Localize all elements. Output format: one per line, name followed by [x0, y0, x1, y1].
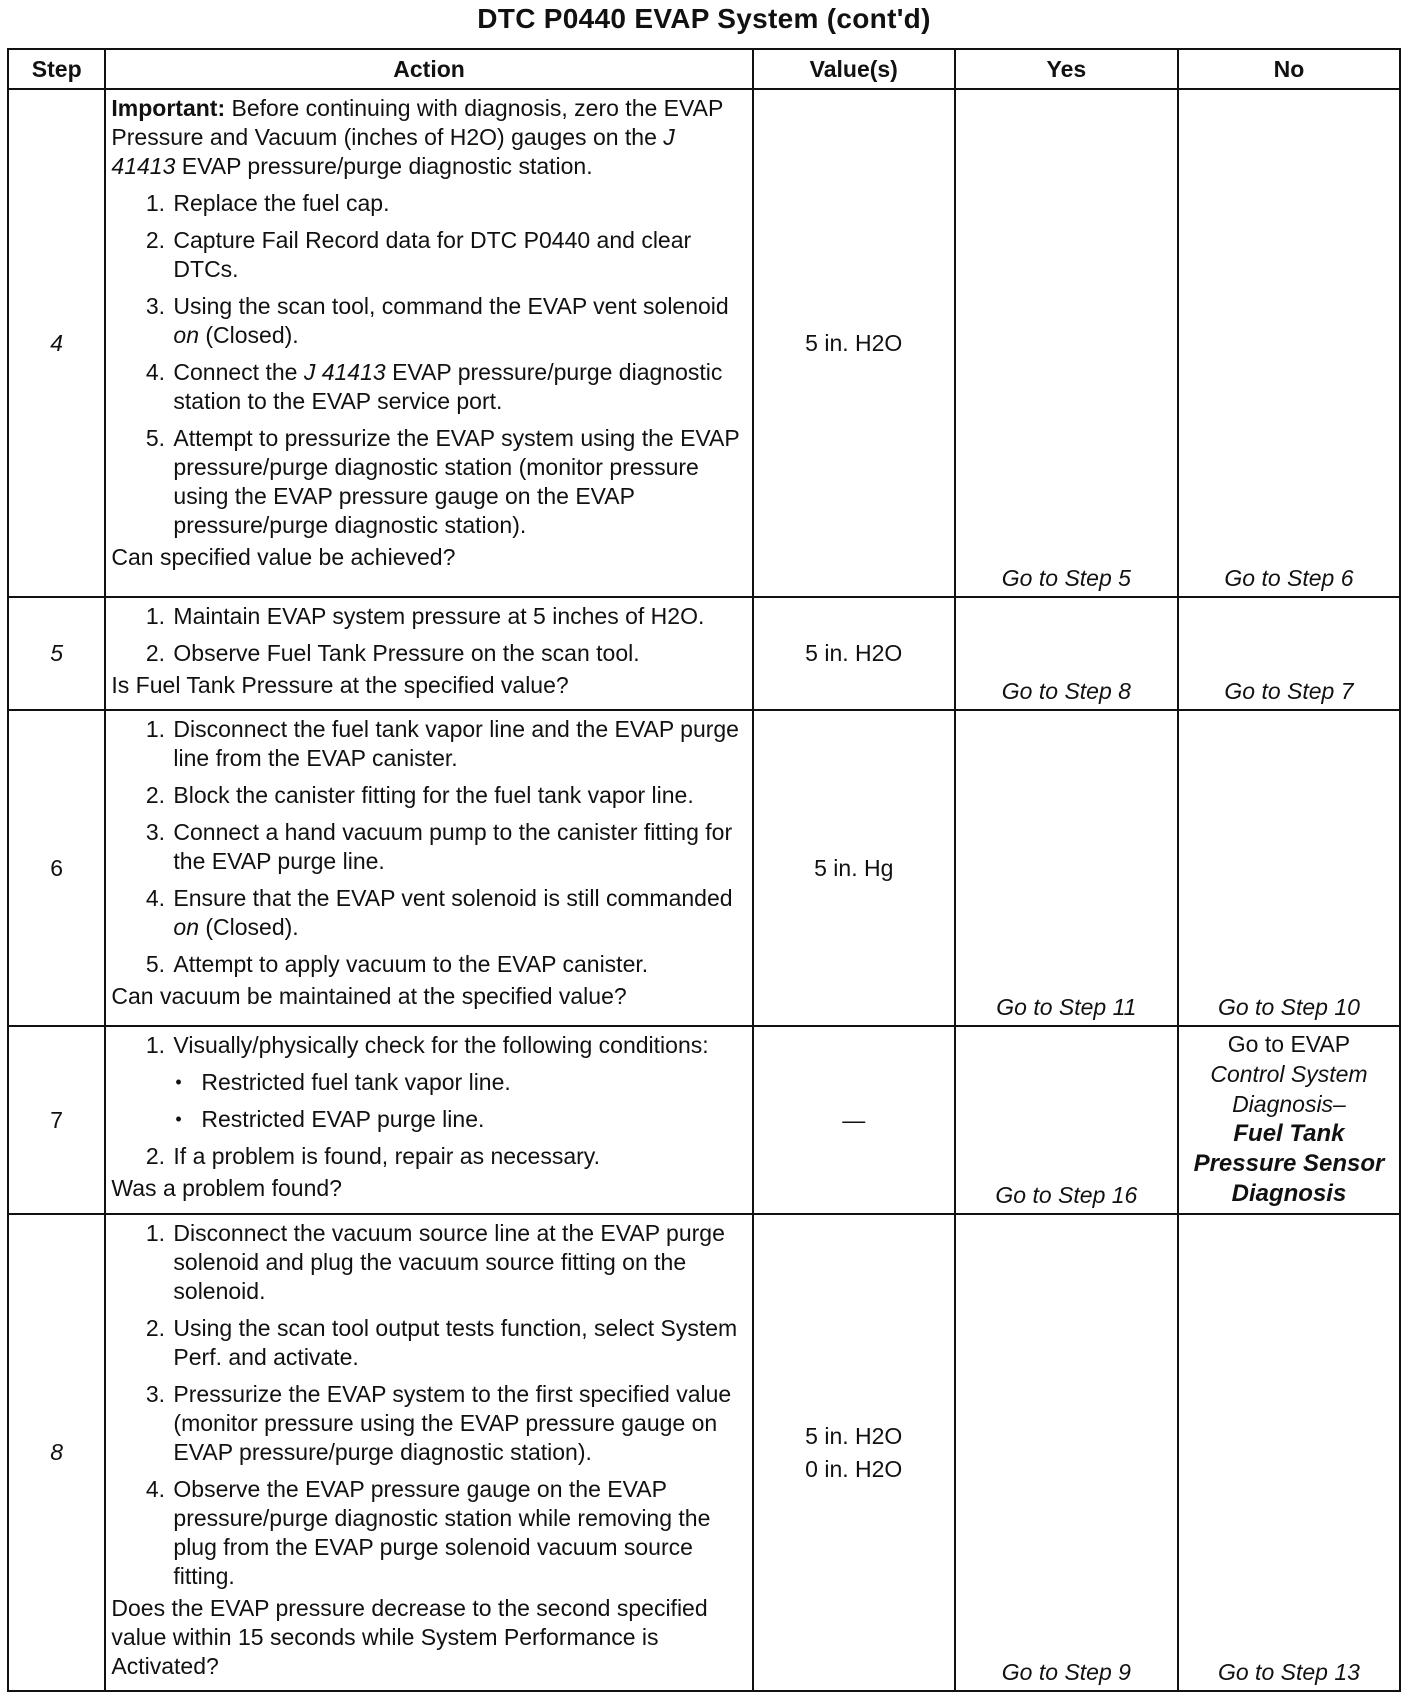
important-label: Important:	[111, 95, 226, 121]
list-item	[171, 358, 743, 416]
value-cell	[753, 1214, 955, 1691]
item-text: Ensure that the EVAP vent solenoid is still commanded	[173, 885, 733, 911]
condition-item: • Restricted fuel tank vapor line.	[201, 1068, 743, 1097]
goto-link[interactable]: Go to Step 6	[1224, 565, 1354, 591]
value-second: 0 in. H2O	[805, 1455, 903, 1482]
reference-text: Diagnosis–	[1232, 1091, 1346, 1117]
yes-cell	[955, 597, 1178, 710]
value-cell: 5 in. H2O	[753, 89, 955, 597]
column-header-no: No	[1178, 49, 1400, 89]
goto-link[interactable]: Go to Step 5	[1001, 565, 1131, 591]
list-item: 2. Using the scan tool output tests function, select System Perf. and activate.	[171, 1314, 743, 1372]
action-cell	[105, 89, 752, 597]
action-cell	[105, 1026, 752, 1214]
action-steps	[111, 1219, 743, 1591]
step-question: Does the EVAP pressure decrease to the second specified value within 15 seconds while System Performance is Activated?	[111, 1595, 708, 1679]
column-header-values: Value(s)	[753, 49, 955, 89]
column-header-step: Step	[8, 49, 105, 89]
item-text: EVAP pressure/purge diagnostic station to the EVAP service port.	[173, 359, 723, 414]
list-item	[171, 292, 743, 350]
step-question: Was a problem found?	[111, 1175, 342, 1201]
item-state: on	[173, 322, 199, 348]
list-item: 3. Connect a hand vacuum pump to the canister fitting for the EVAP purge line.	[171, 818, 743, 876]
goto-link[interactable]: Go to Step 11	[996, 994, 1137, 1020]
goto-link[interactable]: Go to Step 16	[995, 1182, 1138, 1208]
value-cell: 5 in. H2O	[753, 597, 955, 710]
value-first: 5 in. H2O	[805, 1422, 903, 1449]
goto-link[interactable]: Go to Step 13	[1217, 1659, 1360, 1685]
list-item: 4. Observe the EVAP pressure gauge on the EVAP pressure/purge diagnostic station while removing the plug from the EVAP purge solenoid vacuum source fitting.	[171, 1475, 743, 1591]
list-item: 3. Pressurize the EVAP system to the first specified value (monitor pressure using the EVAP pressure gauge on EVAP pressure/purge diagnostic station).	[171, 1380, 743, 1467]
goto-link[interactable]: Go to Step 8	[1001, 678, 1131, 704]
no-cell	[1178, 1214, 1400, 1691]
item-text: (Closed).	[199, 914, 299, 940]
list-item: 2. Block the canister fitting for the fuel tank vapor line.	[171, 781, 743, 810]
item-text: (Closed).	[199, 322, 299, 348]
condition-item: • Restricted EVAP purge line.	[201, 1105, 743, 1134]
value-cell: 5 in. Hg	[753, 710, 955, 1026]
table-header-row	[8, 49, 1400, 89]
action-cell	[105, 710, 752, 1026]
list-item: 5. Attempt to apply vacuum to the EVAP canister.	[171, 950, 743, 979]
list-item: 1. Replace the fuel cap.	[171, 189, 743, 218]
action-steps	[111, 715, 743, 979]
reference-title: Diagnosis	[1231, 1180, 1347, 1207]
list-item	[171, 884, 743, 942]
page-title: DTC P0440 EVAP System (cont'd)	[477, 3, 931, 34]
table-row	[8, 89, 1400, 597]
list-item: 2. Capture Fail Record data for DTC P0440 and clear DTCs.	[171, 226, 743, 284]
important-note	[111, 94, 743, 181]
step-question: Can specified value be achieved?	[111, 544, 456, 570]
table-row	[8, 597, 1400, 710]
list-item: 1. Disconnect the fuel tank vapor line and the EVAP purge line from the EVAP canister.	[171, 715, 743, 773]
step-question: Can vacuum be maintained at the specified value?	[111, 983, 627, 1009]
action-cell	[105, 597, 752, 710]
list-item	[171, 1031, 743, 1134]
no-cell	[1178, 1026, 1400, 1214]
item-text: Connect the	[173, 359, 304, 385]
yes-cell	[955, 1214, 1178, 1691]
no-cell	[1178, 597, 1400, 710]
step-number: 7	[8, 1026, 105, 1214]
reference-text: Go to EVAP	[1227, 1031, 1351, 1057]
yes-cell	[955, 1026, 1178, 1214]
step-number: 4	[8, 89, 105, 597]
reference-title: Pressure Sensor	[1193, 1150, 1385, 1177]
action-steps	[111, 602, 743, 668]
table-row	[8, 1026, 1400, 1214]
value-cell: —	[753, 1026, 955, 1214]
list-item: 2. Observe Fuel Tank Pressure on the scan tool.	[171, 639, 743, 668]
column-header-action: Action	[105, 49, 752, 89]
table-row	[8, 1214, 1400, 1691]
item-state: on	[173, 914, 199, 940]
item-text: Using the scan tool, command the EVAP vent solenoid	[173, 293, 729, 319]
step-number: 8	[8, 1214, 105, 1691]
table-row	[8, 710, 1400, 1026]
note-text: EVAP pressure/purge diagnostic station.	[175, 153, 593, 179]
yes-cell	[955, 710, 1178, 1026]
step-number: 5	[8, 597, 105, 710]
list-item: 1. Maintain EVAP system pressure at 5 inches of H2O.	[171, 602, 743, 631]
item-text: Visually/physically check for the following conditions:	[173, 1032, 709, 1058]
tool-number: J 41413	[303, 359, 386, 385]
step-question: Is Fuel Tank Pressure at the specified value?	[111, 672, 569, 698]
goto-link[interactable]: Go to Step 9	[1001, 1659, 1131, 1685]
column-header-yes: Yes	[955, 49, 1178, 89]
action-cell	[105, 1214, 752, 1691]
action-steps	[111, 189, 743, 540]
no-cell	[1178, 710, 1400, 1026]
note-text: Before continuing with diagnosis, zero the EVAP Pressure and Vacuum (inches of H2O) gauges on the	[111, 95, 723, 150]
reference-text: Control System	[1210, 1061, 1368, 1087]
tool-number: J 41413	[111, 124, 675, 179]
diagnostic-table	[7, 48, 1401, 1692]
list-item: 5. Attempt to pressurize the EVAP system using the EVAP pressure/purge diagnostic station (monitor pressure using the EVAP pressure gauge on the EVAP pressure/purge diagnostic station).	[171, 424, 743, 540]
step-number: 6	[8, 710, 105, 1026]
reference-title: Fuel Tank	[1233, 1120, 1345, 1147]
goto-link[interactable]: Go to Step 10	[1217, 994, 1360, 1020]
no-cell	[1178, 89, 1400, 597]
action-steps	[111, 1031, 743, 1171]
list-item: 1. Disconnect the vacuum source line at the EVAP purge solenoid and plug the vacuum source fitting on the solenoid.	[171, 1219, 743, 1306]
goto-link[interactable]: Go to Step 7	[1224, 678, 1354, 704]
reference-link[interactable]	[1179, 1029, 1399, 1209]
yes-cell	[955, 89, 1178, 597]
list-item: 2. If a problem is found, repair as necessary.	[171, 1142, 743, 1171]
condition-list	[173, 1068, 743, 1134]
